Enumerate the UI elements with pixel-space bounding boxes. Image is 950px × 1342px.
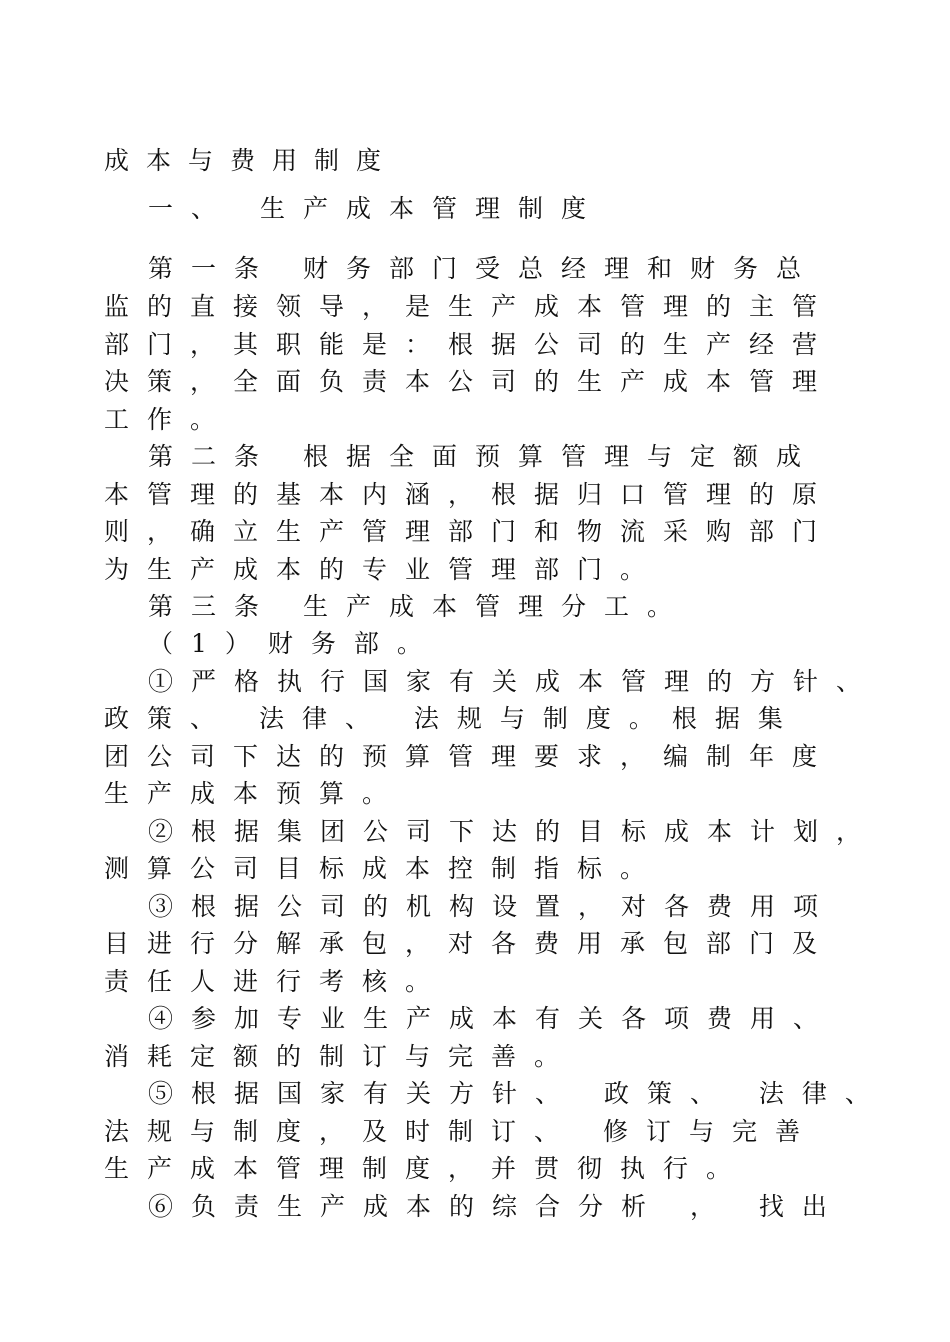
paragraph-line: 第二条 根据全面预算管理与定额成 xyxy=(148,442,819,471)
paragraph-line: 第三条 生产成本管理分工。 xyxy=(148,592,690,621)
paragraph-line: 部门，其职能是：根据公司的生产经营 xyxy=(104,330,836,359)
paragraph-line: 测算公司目标成本控制指标。 xyxy=(104,854,664,883)
paragraph-line: 生产成本管理制度，并贯彻执行。 xyxy=(104,1154,750,1183)
paragraph-line: 本管理的基本内涵，根据归口管理的原 xyxy=(104,480,836,509)
paragraph-line: （1）财务部。 xyxy=(148,629,440,658)
document-title: 成本与费用制度 xyxy=(104,146,399,175)
paragraph-line: 决策，全面负责本公司的生产成本管理 xyxy=(104,367,836,396)
paragraph-line: 工作。 xyxy=(104,405,234,434)
paragraph-line: ④参加专业生产成本有关各项费用、 xyxy=(148,1004,837,1033)
paragraph-line: 监的直接领导，是生产成本管理的主管 xyxy=(104,292,836,321)
paragraph-line: 法规与制度，及时制订、 修订与完善 xyxy=(104,1117,818,1146)
paragraph-line: ①严格执行国家有关成本管理的方针、 xyxy=(148,667,880,696)
paragraph-line: 责任人进行考核。 xyxy=(104,967,449,996)
paragraph-line: 则，确立生产管理部门和物流采购部门 xyxy=(104,517,836,546)
paragraph-line: 生产成本预算。 xyxy=(104,779,406,808)
section-heading: 一、 生产成本管理制度 xyxy=(148,194,604,223)
paragraph-line: ⑤根据国家有关方针、 政策、 法律、 xyxy=(148,1079,888,1108)
paragraph-line: 消耗定额的制订与完善。 xyxy=(104,1042,578,1071)
paragraph-line: ③根据公司的机构设置，对各费用项 xyxy=(148,892,837,921)
paragraph-line: 团公司下达的预算管理要求，编制年度 xyxy=(104,742,836,771)
paragraph-line: 目进行分解承包，对各费用承包部门及 xyxy=(104,929,836,958)
paragraph-line: ②根据集团公司下达的目标成本计划， xyxy=(148,817,880,846)
paragraph-line: ⑥负责生产成本的综合分析 ， 找出 xyxy=(148,1192,845,1221)
paragraph-line: 为生产成本的专业管理部门。 xyxy=(104,555,664,584)
paragraph-line: 政策、 法律、 法规与制度。根据集 xyxy=(104,704,801,733)
paragraph-line: 第一条 财务部门受总经理和财务总 xyxy=(148,254,819,283)
